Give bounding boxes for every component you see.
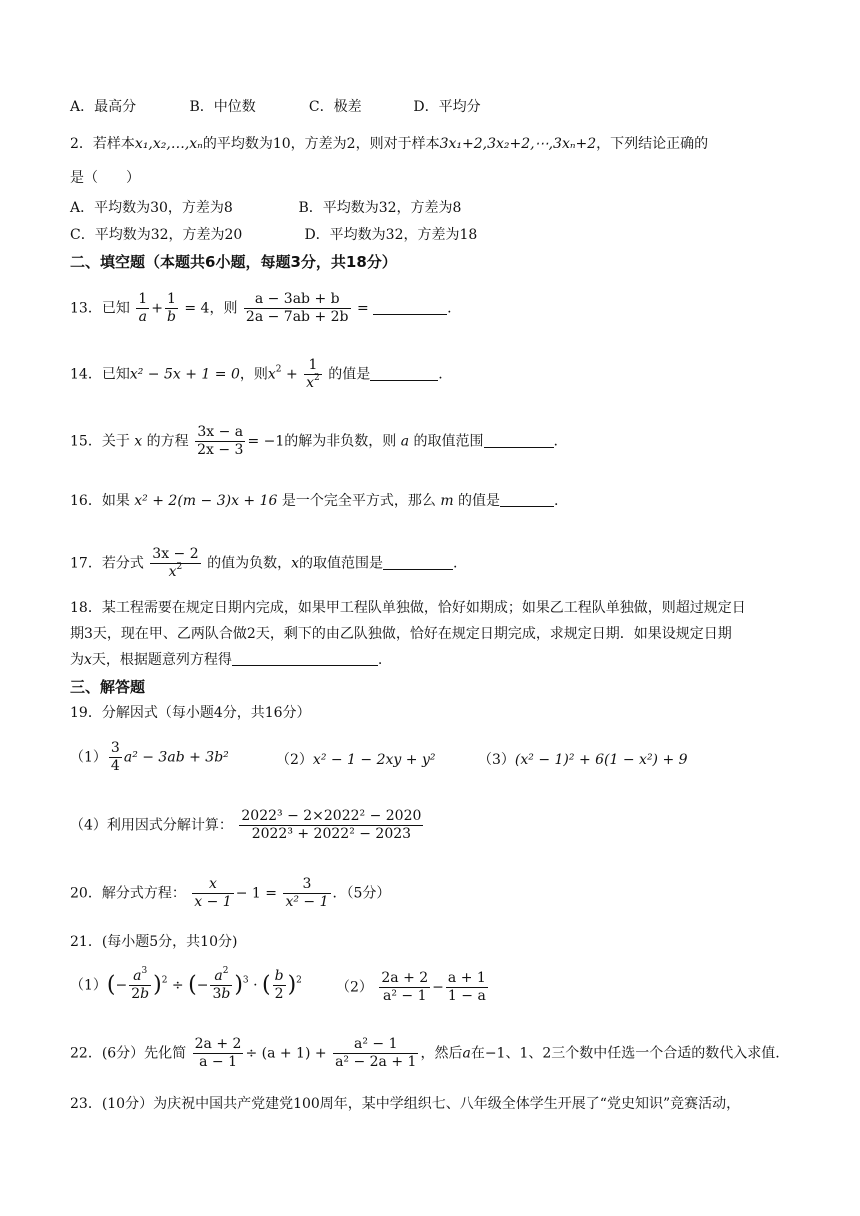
q22: 22．(6分）先化简 $\frac{2a + 2}{a - 1}$ ÷ (a + 1) + $\frac{\text{a² − 1}}{\text{a² − 2a + 1}}$ ，然后a在−1、1、2三个数中任选一个合适的数代入求值. <box>70 1036 780 1070</box>
q20: 20．解分式方程： $\frac{x}{x - 1}$ − 1 = $\frac{3}{\text{x² − 1}}$ ．（5分） <box>70 876 391 910</box>
q21-stem: 21．(每小题5分，共10分) <box>70 934 238 950</box>
q12-new-sample: 3x₁+2,3x₂+2,⋯,3xₙ+2 <box>439 136 597 152</box>
q19-4-frac: $\frac{\text{2022³ − 2×2022² − 2020}}{\text{2022³ + 2022² − 2023}}$ <box>241 808 422 842</box>
section-fill-in: 二、填空题（本题共6小题，每题3分，共18分） <box>70 253 397 271</box>
q21-part2: （2） $\frac{2a + 2}{\text{a² − 1}}$ − $\frac{a + 1}{1 - a}$ <box>336 970 486 1004</box>
q14: 14．已知x² − 5x + 1 = 0，则$x^2$ + $\frac{1}{x^2}$ 的值是 . <box>70 357 443 391</box>
q21-part1: （1）(− $\frac{a^3}{2b}$ )$^2$ ÷ (− $\frac{a^2}{3b}$ )$^3$ · ( $\frac{b}{2}$ )$^2$ <box>70 966 302 1002</box>
q15-frac: $\frac{3x - a}{2x - 3}$ <box>197 424 244 458</box>
q15-answer-blank[interactable] <box>484 433 554 448</box>
q13: 13．已知 $\frac{1}{a}$ + $\frac{1}{b}$ = 4，则 $\frac{a - 3ab + b}{2a - 7ab + 2b}$ = . <box>70 291 452 325</box>
q12-stem: 2．若样本x₁,x₂,…,xₙ的平均数为10，方差为2，则对于样本3x₁+2,3x₂+2,⋯,3xₙ+2，下列结论正确的 <box>70 136 709 152</box>
q11-option-a: A．最高分 <box>70 99 137 115</box>
q17-frac: $\frac{3x - 2}{x^2}$ <box>152 546 199 580</box>
q13-main-frac: $\frac{a - 3ab + b}{2a - 7ab + 2b}$ <box>245 291 349 325</box>
q12-options-row2 <box>70 225 477 245</box>
q11-option-c: C．极差 <box>308 99 362 115</box>
q19-part3: （3）(x² − 1)² + 6(1 − x²) + 9 <box>478 752 688 768</box>
q17: 17．若分式 $\frac{3x - 2}{x^2}$ 的值为负数，x的取值范围是 . <box>70 546 458 580</box>
q23: 23．(10分）为庆祝中国共产党建党100周年，某中学组织七、八年级全体学生开展了“党史知识”竞赛活动， <box>70 1096 741 1112</box>
q11-option-d: D．平均分 <box>413 99 481 115</box>
q19-part1: （1） $\frac{3}{4}$ a² − 3ab + 3b² <box>70 740 229 774</box>
q18-line2: 期3天，现在甲、乙两队合做2天，剩下的由乙队独做，恰好在规定日期完成，求规定日期．如果设规定日期 <box>70 626 732 642</box>
q19-part2: （2）x² − 1 − 2xy + y² <box>276 752 436 768</box>
q11-option-b: B．中位数 <box>189 99 256 115</box>
q19-stem: 19．分解因式（每小题4分，共16分） <box>70 705 311 721</box>
q12-sample: x₁,x₂,…,xₙ <box>134 136 203 152</box>
q12-stem-cont: 是（ ） <box>70 170 140 186</box>
q11-options <box>70 97 481 117</box>
q12-option-c: C．平均数为32，方差为20 <box>70 227 243 243</box>
q13-answer-blank[interactable] <box>373 300 447 315</box>
q16-answer-blank[interactable] <box>500 492 554 507</box>
q14-answer-blank[interactable] <box>370 366 438 381</box>
q18-answer-blank[interactable] <box>232 651 378 666</box>
q12-option-a: A．平均数为30，方差为8 <box>70 200 233 216</box>
q14-frac: $\frac{1}{x^2}$ <box>306 357 320 391</box>
q15: 15．关于 x 的方程 $\frac{3x - a}{2x - 3}$ = −1的解为非负数，则 a 的取值范围 . <box>70 424 558 458</box>
section-answer: 三、解答题 <box>70 678 146 696</box>
q18-line1: 18．某工程需要在规定日期内完成，如果甲工程队单独做，恰好如期成；如果乙工程队单独做，则超过规定日 <box>70 600 746 616</box>
q16: 16．如果 x² + 2(m − 3)x + 16 是一个完全平方式，那么 m 的值是 . <box>70 493 559 509</box>
q12-option-b: B．平均数为32，方差为8 <box>298 200 462 216</box>
q17-answer-blank[interactable] <box>383 555 453 570</box>
q13-frac-1: $\frac{1}{a}$ <box>138 291 148 325</box>
q18-line3: 为x天，根据题意列方程得 . <box>70 652 383 668</box>
q13-frac-2: $\frac{1}{b}$ <box>166 291 176 325</box>
q19-part4: （4）利用因式分解计算： $\frac{\text{2022³ − 2×2022² − 2020}}{\text{2022³ + 2022² − 2023}}$ <box>70 808 422 842</box>
q12-option-d: D．平均数为32，方差为18 <box>304 227 478 243</box>
q12-options-row1 <box>70 198 461 218</box>
